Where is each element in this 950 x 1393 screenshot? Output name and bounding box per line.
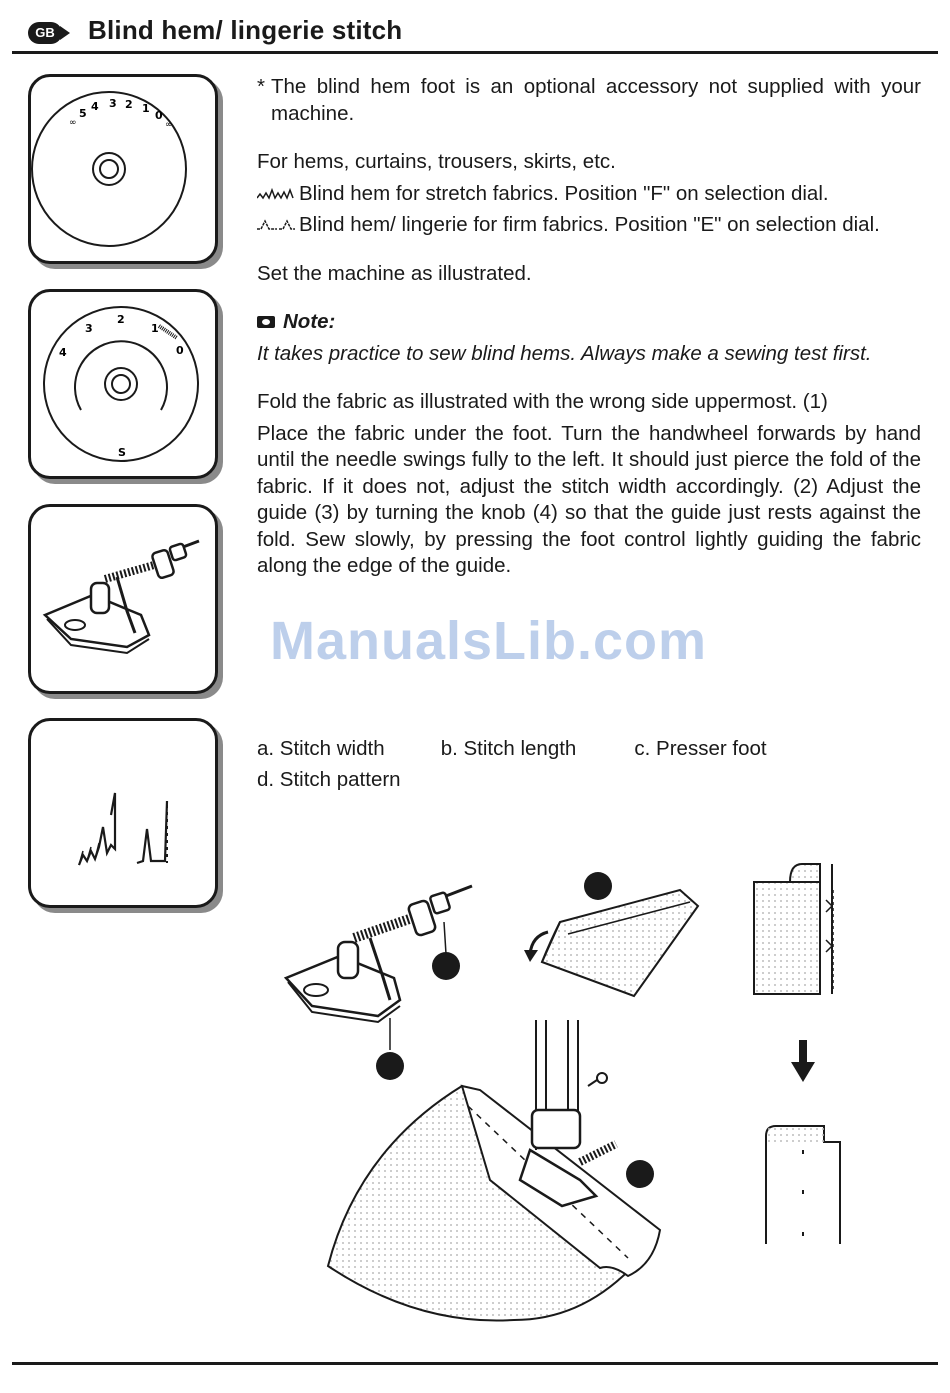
legend-b: b. Stitch length — [440, 737, 577, 760]
panel-stitch-pattern — [28, 718, 218, 908]
note-label: Note: — [283, 310, 336, 333]
badge-arrow-icon — [60, 26, 70, 40]
legend-d: d. Stitch pattern — [257, 768, 401, 791]
width-dial-0: 0 — [155, 109, 163, 122]
panel-stitch-length — [28, 289, 218, 479]
fold-diagram-illustration — [754, 864, 840, 1244]
length-dial-0: 0 — [176, 344, 184, 357]
stitch-line-stretch — [257, 181, 921, 208]
width-dial-5: 5 — [79, 107, 87, 120]
length-dial-s: S — [118, 446, 126, 459]
width-dial-4: 4 — [91, 100, 99, 113]
accessory-note — [257, 74, 921, 127]
length-dial-1: 1 — [151, 322, 159, 335]
stitch-line-firm — [257, 212, 921, 239]
stitch-pattern-illustration — [31, 721, 215, 905]
note-heading — [257, 309, 921, 336]
note-eye-icon — [257, 316, 275, 328]
footer-rule — [12, 1362, 938, 1365]
presser-foot-illustration — [286, 886, 472, 1080]
length-dial-3: 3 — [85, 322, 93, 335]
stitch-stretch-text: Blind hem for stretch fabrics. Position "F" on selection dial. — [299, 181, 829, 205]
instructions-column — [257, 74, 921, 580]
stitch-length-dial-illustration — [31, 292, 215, 476]
panel-presser-foot — [28, 504, 218, 694]
asterisk-marker: * — [257, 75, 265, 98]
legend — [257, 733, 767, 795]
note-body: It takes practice to sew blind hems. Always make a sewing test first. — [257, 341, 872, 365]
folded-fabric-illustration — [524, 872, 698, 996]
stitch-width-dial-illustration — [31, 77, 215, 261]
width-dial-3: 3 — [109, 97, 117, 110]
stretch-blind-hem-icon — [257, 181, 299, 208]
uses-text: For hems, curtains, trousers, skirts, etc. — [257, 150, 616, 173]
panel-stitch-width — [28, 74, 218, 264]
language-badge: GB — [28, 22, 62, 44]
page-title: Blind hem/ lingerie stitch — [88, 15, 403, 45]
header-rule — [12, 51, 938, 54]
firm-blind-hem-icon — [257, 212, 299, 239]
legend-c: c. Presser foot — [634, 737, 767, 760]
accessory-note-text: The blind hem foot is an optional accessory not supplied with your machine. — [271, 75, 921, 125]
instructions-text: Place the fabric under the foot. Turn the handwheel forwards by hand until the needle swings fully to the left. It should just pierce the fold of the fabric. If it does not, adjust the stitch width accordingly. (2) Adjust the guide (3) by turning the knob (4) so that the guide just rests against the fold. Sew slowly, by pressing the foot control lightly guiding the fabric along the edge of the guide. — [257, 421, 921, 577]
length-dial-4: 4 — [59, 346, 67, 359]
blind-hem-foot-illustration — [31, 507, 215, 691]
blind-hem-illustration — [250, 850, 860, 1330]
stitch-firm-text: Blind hem/ lingerie for firm fabrics. Position "E" on selection dial. — [299, 213, 880, 236]
width-dial-1: 1 — [142, 102, 150, 115]
length-dial-2: 2 — [117, 313, 125, 326]
fold-text: Fold the fabric as illustrated with the wrong side uppermost. (1) — [257, 390, 828, 413]
watermark: ManualsLib.com — [270, 611, 708, 671]
legend-a: a. Stitch width — [257, 737, 385, 760]
svg-text:∞: ∞ — [69, 118, 77, 128]
svg-text:∞: ∞ — [165, 120, 173, 130]
set-machine-text: Set the machine as illustrated. — [257, 261, 532, 285]
page-header — [0, 0, 950, 56]
width-dial-2: 2 — [125, 98, 133, 111]
